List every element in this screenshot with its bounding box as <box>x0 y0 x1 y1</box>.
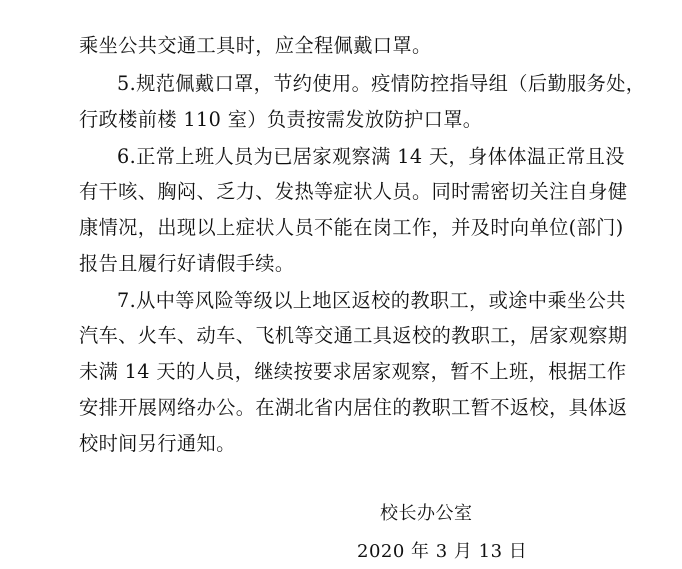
item-6-line-1: 6.正常上班人员为已居家观察满 14 天，身体体温正常且没 <box>117 145 625 168</box>
item-7-line-1: 7.从中等风险等级以上地区返校的教职工，或途中乘坐公共 <box>117 289 626 312</box>
item-5-line-1: 5.规范佩戴口罩，节约使用。疫情防控指导组（后勤服务处， <box>117 72 646 95</box>
signature-date: 2020 年 3 月 13 日 <box>357 541 528 562</box>
item-7-line-5: 校时间另行通知。 <box>79 432 236 455</box>
item-6-line-2: 有干咳、胸闷、乏力、发热等症状人员。同时需密切关注自身健 <box>79 180 628 203</box>
item-7-line-2: 汽车、火车、动车、飞机等交通工具返校的教职工，居家观察期 <box>79 324 628 347</box>
signature-office: 校长办公室 <box>380 503 473 524</box>
paragraph-line: 乘坐公共交通工具时，应全程佩戴口罩。 <box>79 34 432 57</box>
item-7-line-4: 安排开展网络办公。在湖北省内居住的教职工暂不返校，具体返 <box>79 396 628 419</box>
item-6-line-4: 报告且履行好请假手续。 <box>79 252 295 275</box>
item-7-line-3: 未满 14 天的人员，继续按要求居家观察，暂不上班，根据工作 <box>79 360 627 383</box>
item-6-line-3: 康情况，出现以上症状人员不能在岗工作，并及时向单位(部门) <box>79 216 624 239</box>
item-5-line-2: 行政楼前楼 110 室）负责按需发放防护口罩。 <box>79 108 483 131</box>
